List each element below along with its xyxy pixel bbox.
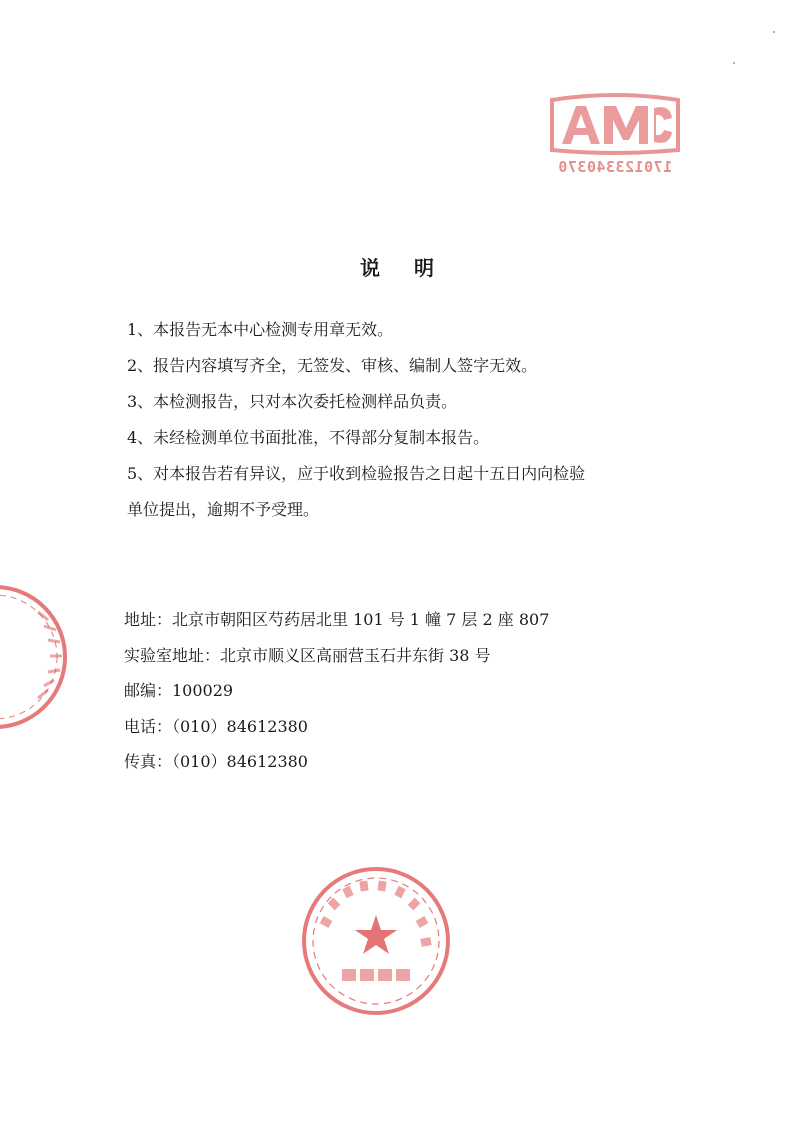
postcode-line: 邮编：100029 [124,681,234,700]
note-item: 2、报告内容填写齐全，无签发、审核、编制人签字无效。 [127,356,538,375]
phone-line: 电话：（010）84612380 [124,716,308,736]
address-line: 地址：北京市朝阳区芍药居北里 101 号 1 幢 7 层 2 座 807 [124,610,550,629]
note-item: 3、本检测报告，只对本次委托检测样品负责。 [127,392,458,411]
note-item: 4、未经检测单位书面批准，不得部分复制本报告。 [127,428,490,447]
notes-list [127,312,687,528]
contact-block [124,602,684,780]
scan-speck [773,31,775,33]
note-item: 1、本报告无本中心检测专用章无效。 [127,320,394,339]
scan-speck [733,62,735,64]
official-seal [300,865,452,1017]
cma-stamp-number: 170123340370 [557,158,673,176]
note-item-continuation: 单位提出，逾期不予受理。 [127,500,320,519]
fax-line: 传真：（010）84612380 [124,752,308,771]
lab-address-line: 实验室地址：北京市顺义区高丽营玉石井东街 38 号 [124,645,491,665]
note-item: 5、对本报告若有异议，应于收到检验报告之日起十五日内向检验 [127,464,586,483]
official-seal-partial [0,582,70,732]
page-title: 说明 [360,256,468,280]
